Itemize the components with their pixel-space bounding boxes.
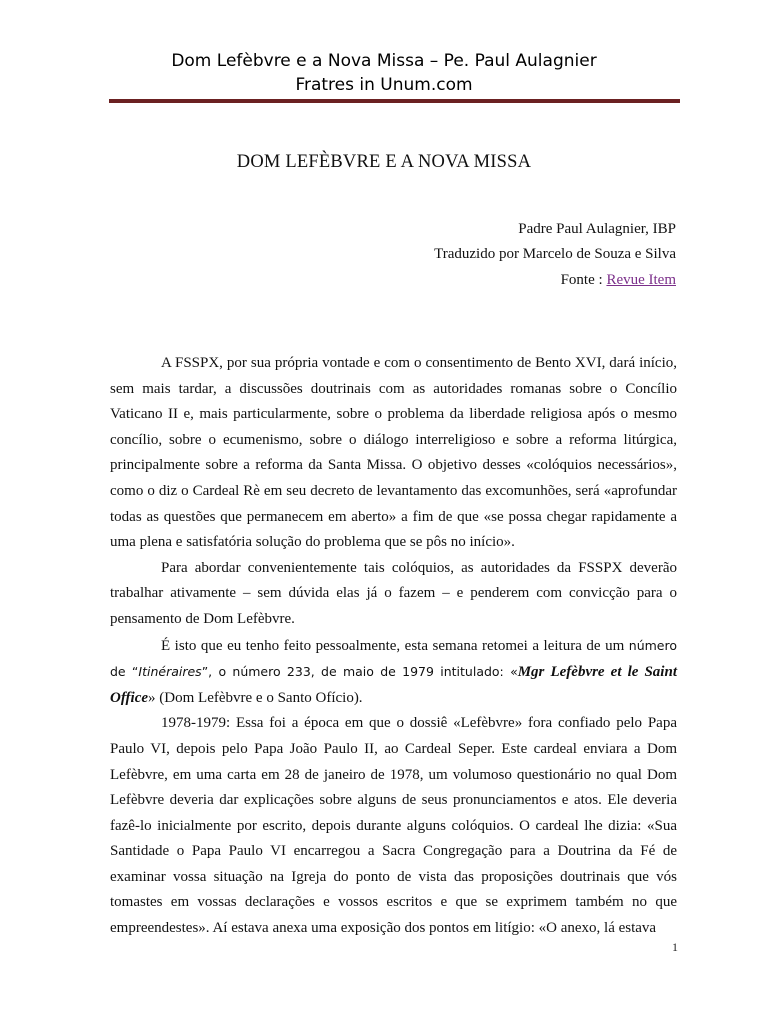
paragraph-3-lead: É isto que eu tenho feito pessoalmente, esta semana retomei a leitura de um [161,637,625,654]
header-site: Fratres in Unum.com [295,75,473,95]
running-header [0,49,768,97]
paragraph-3-bold-italic: Mgr Lefèbvre et le Saint Office [110,664,677,706]
paragraph-2: Para abordar convenientemente tais colóquios, as autoridades da FSSPX deverão trabalhar ativamente – sem dúvida elas já o fazem – e penderem com convicção para o pensamento de Dom Lefèbvre. [110,559,677,627]
paragraph-4: 1978-1979: Essa foi a época em que o dossiê «Lefèbvre» fora confiado pelo Papa Paulo VI, depois pelo Papa João Paulo II, ao Cardeal Seper. Este cardeal enviara a Dom Lefèbvre, em uma carta em 28 de janeiro de 1978, um volumoso questionário no qual Dom Lefèbvre deveria dar explicações sobre alguns de seus pronunciamentos e atos. Ele deveria fazê-lo inicialmente por escrito, depois durante alguns colóquios. O cardeal lhe dizia: «Sua Santidade o Papa Paulo VI encarregou a Sacra Congregação para a Doutrina da Fé de examinar vossa situação na Igreja do ponto de vista das proposições doutrinais que vós tomastes em vossas declarações e vossos escritos e que se exprimem também no que empreendestes». Aí estava anexa uma exposição dos pontos em litígio: «O anexo, lá estava [110,715,677,937]
source-line [300,272,676,289]
paragraph-3-mid1: número de “ [110,637,677,680]
source-prefix: Fonte : [560,272,607,288]
paragraph-3-tail: » (Dom Lefèbvre e o Santo Ofício). [148,689,363,706]
header-divider [109,99,680,103]
paragraph-3-mid2: ”, o número 233, de maio de 1979 intitulado: « [201,664,518,680]
document-title: DOM LEFÈBVRE E A NOVA MISSA [236,152,532,172]
header-title: Dom Lefèbvre e a Nova Missa – Pe. Paul Aulagnier [171,51,597,71]
body-text [110,351,677,942]
paragraph-1: A FSSPX, por sua própria vontade e com o consentimento de Bento XVI, dará início, sem mais tardar, a discussões doutrinais com as autoridades romanas sobre o Concílio Vaticano II e, mais particularmente, sobre o problema da liberdade religiosa após o mesmo concílio, sobre o ecumenismo, sobre o diálogo interreligioso e sobre a reforma litúrgica, principalmente sobre a reforma da Santa Missa. O objetivo desses «colóquios necessários», como o diz o Cardeal Rè em seu decreto de levantamento das excomunhões, será «aprofundar todas as questões que permanecem em aberto» a fim de que «se possa chegar rapidamente a uma plena e satisfatória solução do problema que se pôs no início». [110,355,677,551]
author-line: Padre Paul Aulagnier, IBP [518,221,676,237]
page-number: 1 [672,940,678,954]
paragraph-3-italic: Itinéraires [138,664,202,680]
paragraph-3 [110,633,677,712]
source-link[interactable]: Revue Item [606,272,676,288]
translator-line: Traduzido por Marcelo de Souza e Silva [434,246,676,262]
